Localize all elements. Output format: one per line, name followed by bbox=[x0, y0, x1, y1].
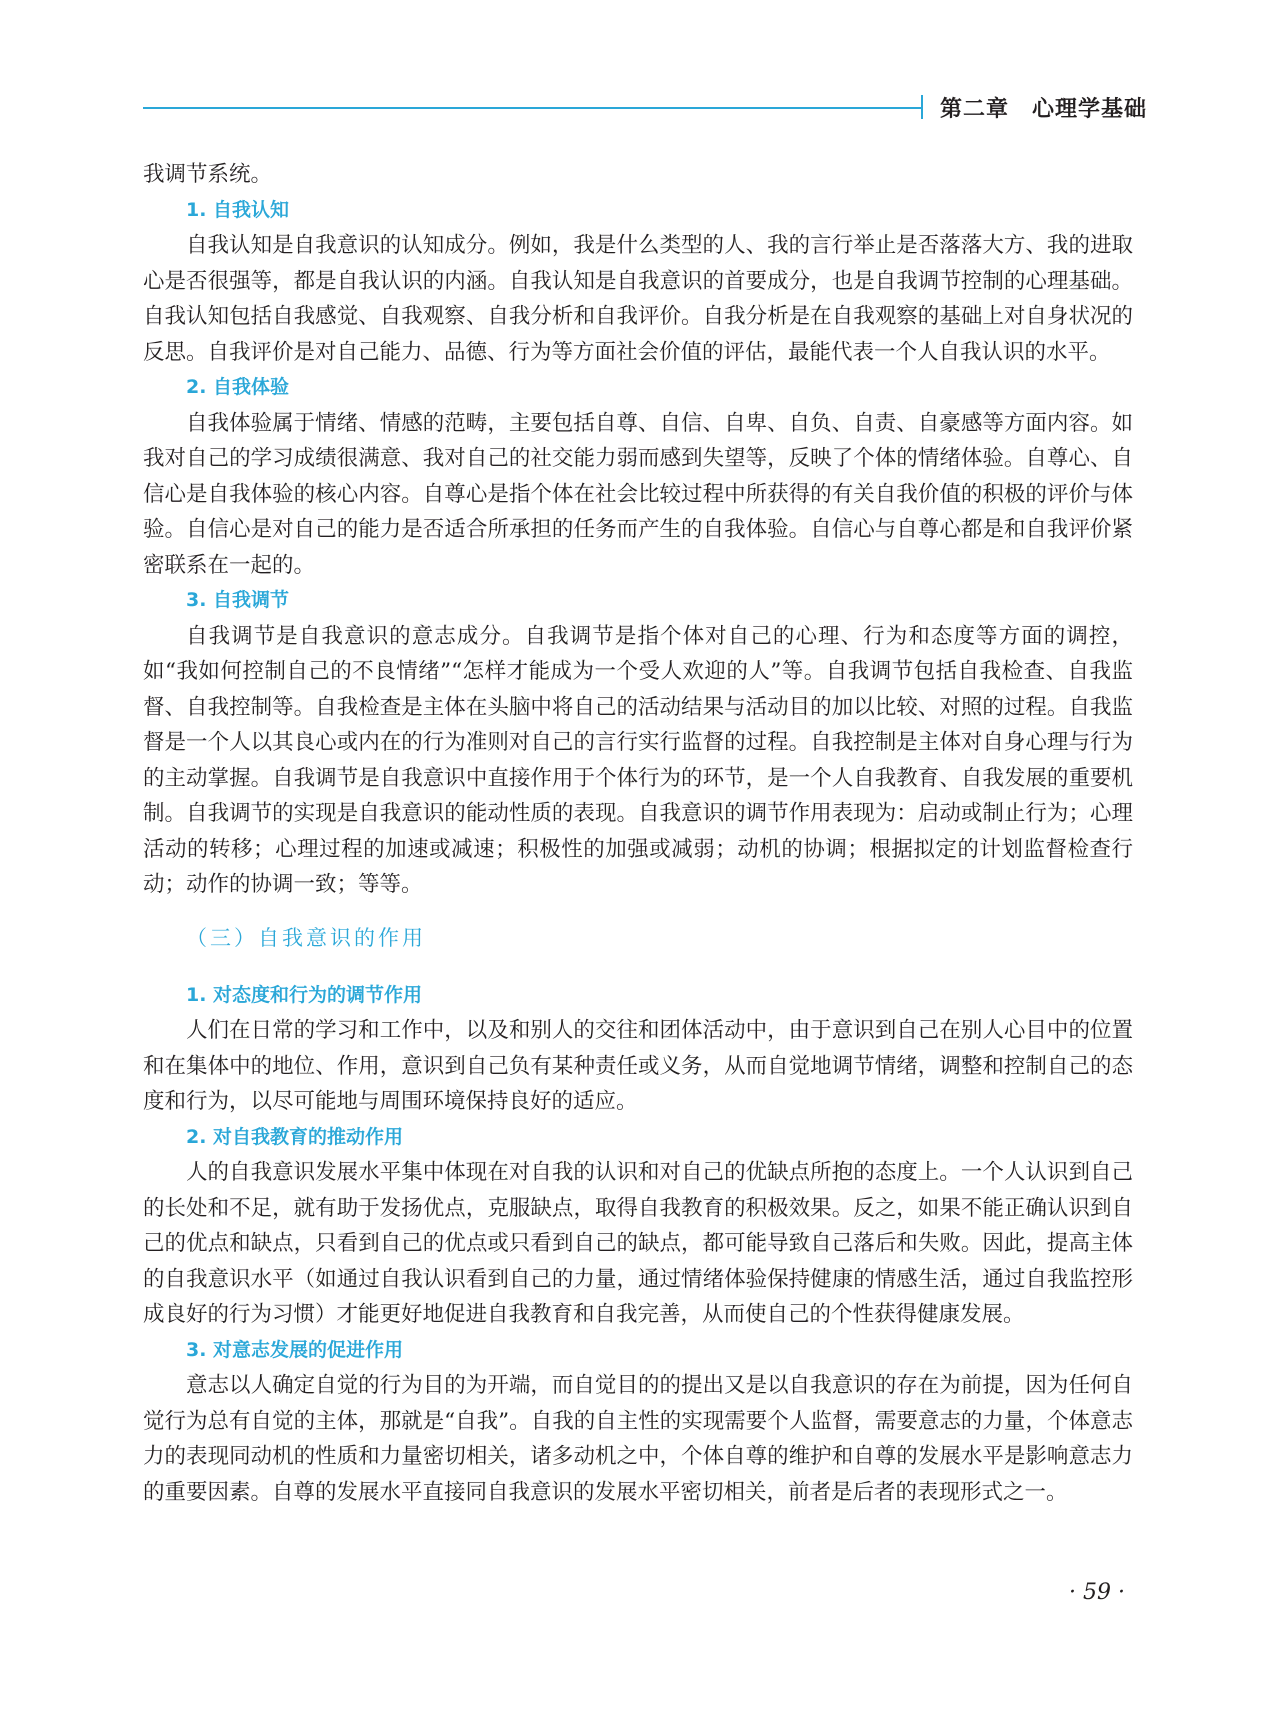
paragraph-will-development: 意志以人确定自觉的行为目的为开端，而自觉目的的提出又是以自我意识的存在为前提，因为任何自觉行为总有自觉的主体，那就是“自我”。自我的自主性的实现需要个人监督，需要意志的力量，个体意志力的表现同动机的性质和力量密切相关，诸多动机之中，个体自尊的维护和自尊的发展水平是影响意志力的重要因素。自尊的发展水平直接同自我意识的发展水平密切相关，前者是后者的表现形式之一。 bbox=[143, 1373, 1133, 1505]
heading-self-experience: 2. 自我体验 bbox=[186, 376, 290, 398]
section-heading-role: （三）自我意识的作用 bbox=[186, 925, 426, 950]
paragraph-self-experience: 自我体验属于情绪、情感的范畴，主要包括自尊、自信、自卑、自负、自责、自豪感等方面内容。如我对自己的学习成绩很满意、我对自己的社交能力弱而感到失望等，反映了个体的情绪体验。自尊心、自信心是自我体验的核心内容。自尊心是指个体在社会比较过程中所获得的有关自我价值的积极的评价与体验。自信心是对自己的能力是否适合所承担的任务而产生的自我体验。自信心与自尊心都是和自我评价紧密联系在一起的。 bbox=[143, 410, 1133, 578]
paragraph-intro-tail: 我调节系统。 bbox=[143, 162, 273, 187]
paragraph-self-cognition: 自我认知是自我意识的认知成分。例如，我是什么类型的人、我的言行举止是否落落大方、我的进取心是否很强等，都是自我认识的内涵。自我认知是自我意识的首要成分，也是自我调节控制的心理基础。自我认知包括自我感觉、自我观察、自我分析和自我评价。自我分析是在自我观察的基础上对自身状况的反思。自我评价是对自己能力、品德、行为等方面社会价值的评估，最能代表一个人自我认识的水平。 bbox=[143, 233, 1133, 365]
paragraph-self-regulation: 自我调节是自我意识的意志成分。自我调节是指个体对自己的心理、行为和态度等方面的调控，如“我如何控制自己的不良情绪”“怎样才能成为一个受人欢迎的人”等。自我调节包括自我检查、自我监督、自我控制等。自我检查是主体在头脑中将自己的活动结果与活动目的加以比较、对照的过程。自我监督是一个人以其良心或内在的行为准则对自己的言行实行监督的过程。自我控制是主体对自身心理与行为的主动掌握。自我调节是自我意识中直接作用于个体行为的环节，是一个人自我教育、自我发展的重要机制。自我调节的实现是自我意识的能动性质的表现。自我意识的调节作用表现为：启动或制止行为；心理活动的转移；心理过程的加速或减速；积极性的加强或减弱；动机的协调；根据拟定的计划监督检查行动；动作的协调一致；等等。 bbox=[143, 623, 1133, 897]
heading-will-development: 3. 对意志发展的促进作用 bbox=[186, 1338, 404, 1361]
page-body bbox=[143, 157, 1133, 1510]
heading-self-regulation: 3. 自我调节 bbox=[186, 589, 290, 611]
heading-regulating-attitude: 1. 对态度和行为的调节作用 bbox=[186, 983, 423, 1006]
paragraph-regulating-attitude: 人们在日常的学习和工作中，以及和别人的交往和团体活动中，由于意识到自己在别人心目中的位置和在集体中的地位、作用，意识到自己负有某种责任或义务，从而自觉地调节情绪，调整和控制自己的态度和行为，以尽可能地与周围环境保持良好的适应。 bbox=[143, 1018, 1133, 1114]
chapter-title: 第二章 心理学基础 bbox=[940, 97, 1148, 122]
header-rule bbox=[143, 107, 921, 109]
header-divider bbox=[921, 95, 923, 119]
page-header bbox=[0, 0, 1275, 130]
heading-self-cognition: 1. 自我认知 bbox=[186, 198, 290, 221]
paragraph-self-education: 人的自我意识发展水平集中体现在对自我的认识和对自己的优缺点所抱的态度上。一个人认识到自己的长处和不足，就有助于发扬优点，克服缺点，取得自我教育的积极效果。反之，如果不能正确认识到自己的优点和缺点，只看到自己的优点或只看到自己的缺点，都可能导致自己落后和失败。因此，提高主体的自我意识水平（如通过自我认识看到自己的力量，通过情绪体验保持健康的情感生活，通过自我监控形成良好的行为习惯）才能更好地促进自我教育和自我完善，从而使自己的个性获得健康发展。 bbox=[143, 1160, 1133, 1327]
page-number: · 59 · bbox=[1069, 1580, 1125, 1605]
heading-self-education: 2. 对自我教育的推动作用 bbox=[186, 1125, 404, 1148]
